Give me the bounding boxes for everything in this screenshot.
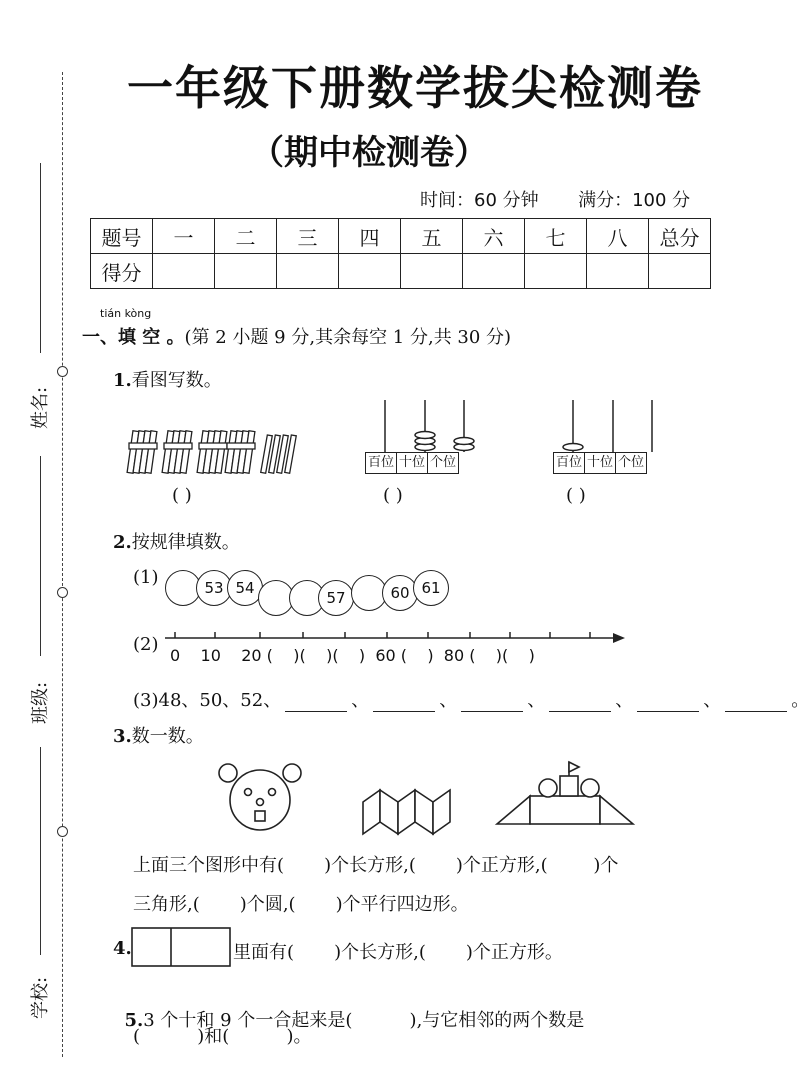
- full-score: 满分：100 分: [578, 190, 691, 211]
- name-write-line: [40, 163, 41, 353]
- binding-dashed-line: [62, 72, 63, 1057]
- abacus-place-labels: [365, 452, 459, 474]
- score-cell[interactable]: [153, 254, 215, 289]
- question-3: [113, 722, 204, 748]
- binding-hole: [57, 587, 68, 598]
- class-label: 班级:: [30, 681, 52, 725]
- question-3-line-2[interactable]: 三角形,( )个圆,( )个平行四边形。: [133, 894, 469, 915]
- row-label: (2): [133, 634, 159, 655]
- question-5-line-2[interactable]: ( )和( )。: [133, 1026, 312, 1047]
- row-label: (1): [133, 567, 159, 588]
- row-label: (3): [133, 690, 159, 711]
- page-subtitle: （期中检测卷）: [250, 133, 488, 173]
- question-text: 按规律填数。: [131, 532, 240, 553]
- question-text: 看图写数。: [131, 370, 222, 391]
- table-cell: 题号: [91, 219, 153, 254]
- question-number: 5.: [124, 1010, 144, 1031]
- binding-hole: [57, 826, 68, 837]
- answer-blank[interactable]: ( ): [566, 485, 586, 506]
- place-label-hundreds: 百位: [366, 453, 397, 473]
- question-4-text[interactable]: 里面有( )个长方形,( )个正方形。: [233, 942, 563, 963]
- answer-blank[interactable]: [461, 693, 523, 712]
- table-cell: 总分: [649, 219, 711, 254]
- answer-blank[interactable]: [373, 693, 435, 712]
- shapes-figure: [215, 760, 645, 838]
- place-label-tens: 十位: [585, 453, 616, 473]
- abacus-place-labels: [553, 452, 647, 474]
- abacus-figure: [365, 398, 485, 454]
- binding-hole: [57, 366, 68, 377]
- school-write-line: [40, 747, 41, 955]
- score-cell[interactable]: [587, 254, 649, 289]
- chain-circle: 61: [413, 570, 449, 606]
- exam-meta: [420, 186, 690, 212]
- table-cell: 六: [463, 219, 525, 254]
- time-limit: 时间：60 分钟: [420, 190, 539, 211]
- score-cell[interactable]: [525, 254, 587, 289]
- class-write-line: [40, 456, 41, 656]
- stick-bundle-1: [127, 431, 157, 473]
- answer-blank[interactable]: [549, 693, 611, 712]
- section-title: 一、填 空 。: [82, 327, 185, 348]
- question-1: [113, 366, 222, 392]
- page-title: 一年级下册数学拔尖检测卷: [127, 61, 703, 115]
- question-3-line-1[interactable]: 上面三个图形中有( )个长方形,( )个正方形,( )个: [133, 855, 619, 876]
- place-label-hundreds: 百位: [554, 453, 585, 473]
- table-cell: 一: [153, 219, 215, 254]
- table-cell: 二: [215, 219, 277, 254]
- answer-blank[interactable]: [285, 693, 347, 712]
- chain-circle: 57: [318, 580, 354, 616]
- score-cell[interactable]: [215, 254, 277, 289]
- place-label-ones: 个位: [618, 455, 645, 470]
- score-table-header-row: [91, 219, 711, 254]
- score-table-score-row: [91, 254, 711, 289]
- number-line: [165, 628, 627, 648]
- section-heading: [82, 323, 511, 349]
- sequence-start: 48、50、52、: [158, 690, 282, 711]
- question-4-number: 4.: [113, 938, 132, 959]
- answer-blank[interactable]: ( ): [383, 485, 403, 506]
- question-number: 3.: [113, 726, 132, 747]
- question-number: 2.: [113, 532, 132, 553]
- chain-circle: 53: [196, 570, 232, 606]
- table-cell: 四: [339, 219, 401, 254]
- place-label-ones: 个位: [430, 455, 457, 470]
- table-cell: 五: [401, 219, 463, 254]
- score-cell[interactable]: [339, 254, 401, 289]
- question-text: 3 个十和 9 个一合起来是( ),与它相邻的两个数是: [143, 1010, 585, 1031]
- sequence-row: (3)48、50、52、 、 、 、 、 、 。: [133, 690, 809, 711]
- table-cell: 七: [525, 219, 587, 254]
- chain-circle: 60: [382, 575, 418, 611]
- answer-blank[interactable]: [725, 693, 787, 712]
- answer-blank[interactable]: ( ): [172, 485, 192, 506]
- name-label: 姓名:: [30, 386, 52, 430]
- pinyin-hint: tián kòng: [100, 307, 152, 320]
- question-text: 数一数。: [131, 726, 204, 747]
- score-cell[interactable]: [401, 254, 463, 289]
- section-note: (第 2 小题 9 分,其余每空 1 分,共 30 分): [184, 327, 512, 348]
- score-cell[interactable]: [277, 254, 339, 289]
- answer-blank[interactable]: [637, 693, 699, 712]
- score-table: [90, 218, 711, 289]
- school-label: 学校:: [30, 976, 52, 1020]
- table-cell: 得分: [91, 254, 153, 289]
- chain-circle: 54: [227, 570, 263, 606]
- question-2: [113, 528, 240, 554]
- score-cell[interactable]: [463, 254, 525, 289]
- rectangle-figure: [131, 927, 233, 969]
- abacus-figure: [553, 398, 673, 454]
- table-cell: 三: [277, 219, 339, 254]
- question-number: 1.: [113, 370, 132, 391]
- table-cell: 八: [587, 219, 649, 254]
- place-label-tens: 十位: [397, 453, 428, 473]
- score-cell[interactable]: [649, 254, 711, 289]
- stick-bundles-figure: [126, 425, 301, 477]
- number-line-ticks[interactable]: 0 10 20 ( )( )( ) 60 ( ) 80 ( )( ): [170, 646, 535, 665]
